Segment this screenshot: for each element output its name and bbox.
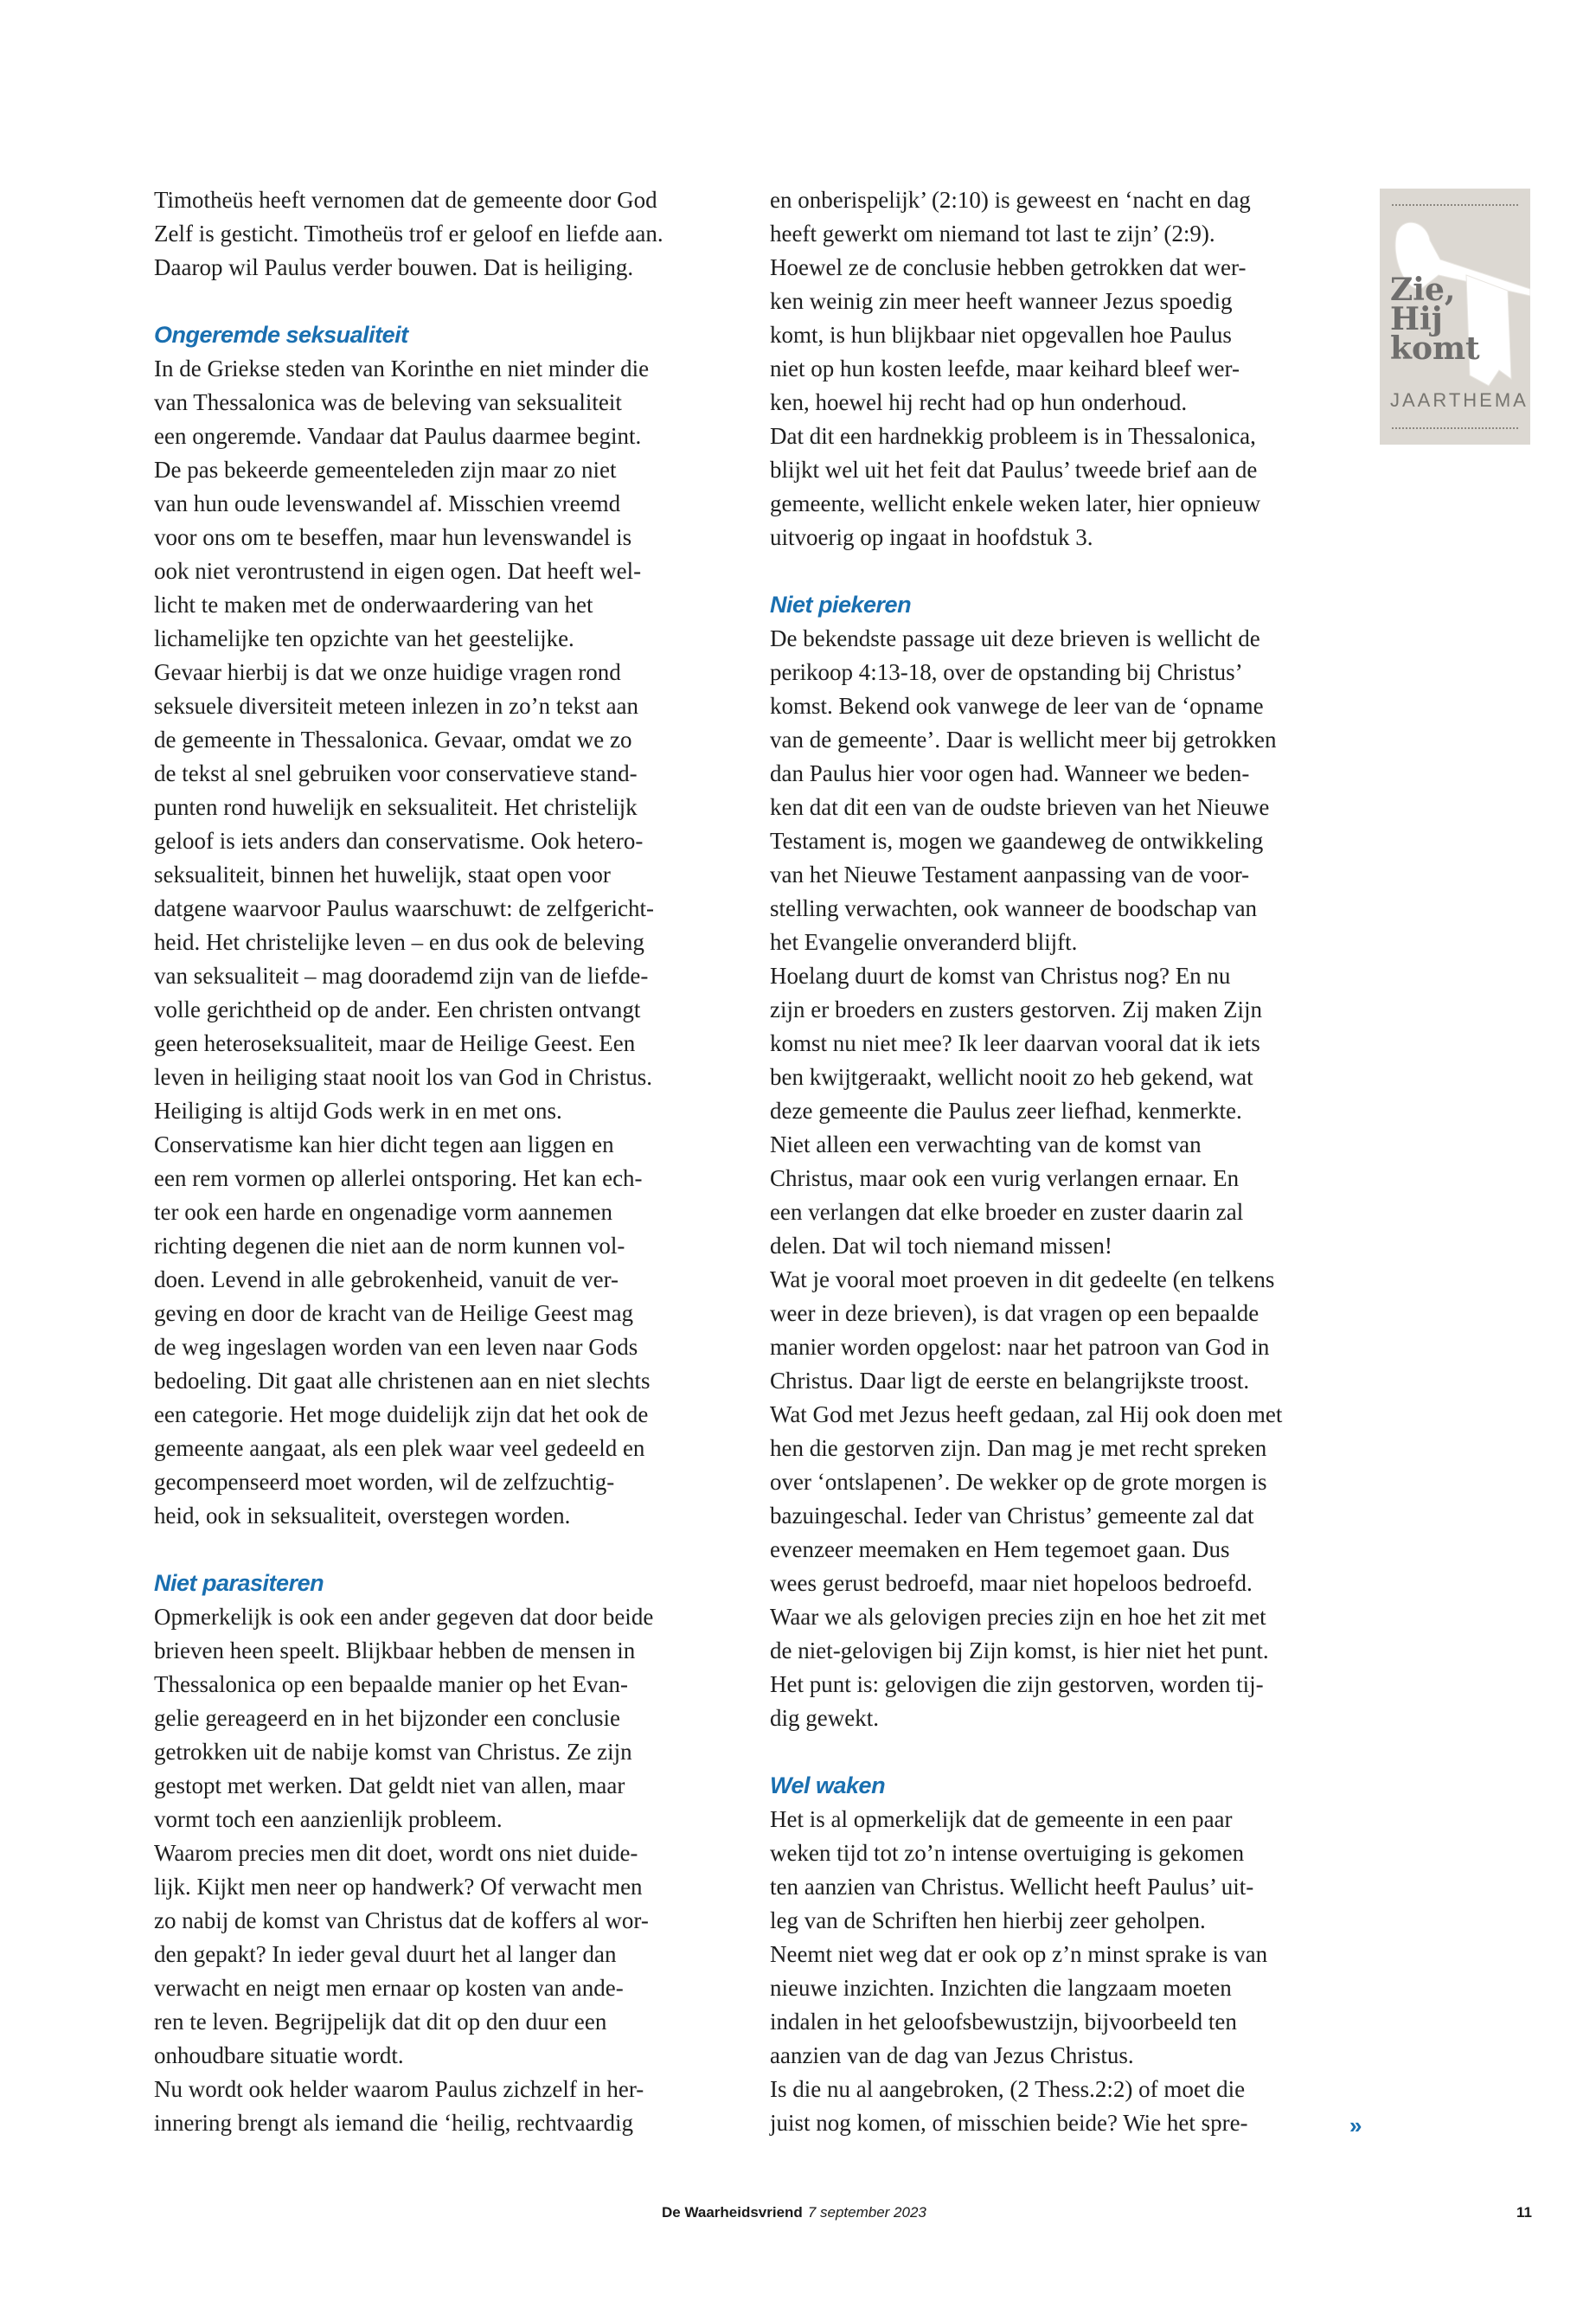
text-line: punten rond huwelijk en seksualiteit. Het christelijk <box>154 794 638 820</box>
text-line: weer in deze brieven), is dat vragen op een bepaalde <box>770 1300 1259 1326</box>
section-heading: Niet piekeren <box>770 592 912 618</box>
text-line: ben kwijtgeraakt, wellicht nooit zo heb gekend, wat <box>770 1064 1253 1090</box>
text-line: heid. Het christelijke leven – en dus ook de beleving <box>154 929 644 955</box>
text-line: wees gerust bedroefd, maar niet hopeloos bedroefd. <box>770 1570 1253 1596</box>
text-line: van hun oude levenswandel af. Misschien vreemd <box>154 490 621 516</box>
text-line: Is die nu al aangebroken, (2 Thess.2:2) of moet die <box>770 2076 1246 2102</box>
text-line: lijk. Kijkt men neer op handwerk? Of verwacht men <box>154 1874 643 1900</box>
text-line: De pas bekeerde gemeenteleden zijn maar zo niet <box>154 457 617 483</box>
text-line: gestopt met werken. Dat geldt niet van allen, maar <box>154 1772 625 1798</box>
section-body <box>154 1600 725 2140</box>
text-line: gecompenseerd moet worden, wil de zelfzuchtig- <box>154 1469 615 1495</box>
text-line: richting degenen die niet aan de norm kunnen vol- <box>154 1233 625 1259</box>
text-line: delen. Dat wil toch niemand missen! <box>770 1233 1112 1259</box>
text-line: juist nog komen, of misschien beide? Wie het spre- <box>770 2110 1248 2136</box>
text-line: brieven heen speelt. Blijkbaar hebben de mensen in <box>154 1638 636 1663</box>
text-line: Neemt niet weg dat er ook op z’n minst sprake is van <box>770 1941 1268 1967</box>
text-line: lichamelijke ten opzichte van het geestelijke. <box>154 625 574 651</box>
text-line: Wat je vooral moet proeven in dit gedeelte (en telkens <box>770 1266 1275 1292</box>
text-line: seksualiteit, binnen het huwelijk, staat open voor <box>154 862 611 888</box>
text-line: indalen in het geloofsbewustzijn, bijvoorbeeld ten <box>770 2009 1237 2035</box>
text-line: vormt toch een aanzienlijk probleem. <box>154 1806 503 1832</box>
intro-paragraph <box>154 183 725 285</box>
text-line: Niet alleen een verwachting van de komst van <box>770 1131 1202 1157</box>
text-line: Opmerkelijk is ook een ander gegeven dat door beide <box>154 1604 654 1630</box>
text-line: Waarom precies men dit doet, wordt ons niet duide- <box>154 1840 638 1866</box>
text-line: perikoop 4:13-18, over de opstanding bij Christus’ <box>770 659 1243 685</box>
text-line: Hoelang duurt de komst van Christus nog? En nu <box>770 963 1231 989</box>
text-line: Zelf is gesticht. Timotheüs trof er geloof en liefde aan. <box>154 221 663 247</box>
text-line: Testament is, mogen we gaandeweg de ontwikkeling <box>770 828 1264 854</box>
text-line: Thessalonica op een bepaalde manier op het Evan- <box>154 1671 629 1697</box>
text-line: Dat dit een hardnekkig probleem is in Thessalonica, <box>770 423 1256 449</box>
text-line: den gepakt? In ieder geval duurt het al langer dan <box>154 1941 617 1967</box>
text-line: een ongeremde. Vandaar dat Paulus daarmee begint. <box>154 423 642 449</box>
text-line: een categorie. Het moge duidelijk zijn dat het ook de <box>154 1401 649 1427</box>
text-line: zijn er broeders en zusters gestorven. Zij maken Zijn <box>770 997 1263 1022</box>
intro-paragraph <box>770 183 1349 554</box>
text-line: bedoeling. Dit gaat alle christenen aan en niet slechts <box>154 1368 651 1394</box>
text-line: nieuwe inzichten. Inzichten die langzaam moeten <box>770 1975 1232 2001</box>
publication-name: De Waarheidsvriend <box>662 2204 803 2221</box>
text-line: bazuingeschal. Ieder van Christus’ gemeente zal dat <box>770 1503 1254 1529</box>
text-line: van Thessalonica was de beleving van seksualiteit <box>154 389 622 415</box>
section-heading: Ongeremde seksualiteit <box>154 322 408 348</box>
text-line: Heiliging is altijd Gods werk in en met ons. <box>154 1098 562 1124</box>
text-line: een verlangen dat elke broeder en zuster daarin zal <box>770 1199 1244 1225</box>
text-line: volle gerichtheid op de ander. Een christen ontvangt <box>154 997 641 1022</box>
text-line: over ‘ontslapenen’. De wekker op de grote morgen is <box>770 1469 1267 1495</box>
issue-date: 7 september 2023 <box>807 2204 926 2221</box>
text-line: zo nabij de komst van Christus dat de koffers al wor- <box>154 1907 649 1933</box>
text-line: hen die gestorven zijn. Dan mag je met recht spreken <box>770 1435 1267 1461</box>
text-line: geving en door de kracht van de Heilige Geest mag <box>154 1300 634 1326</box>
text-line: van het Nieuwe Testament aanpassing van de voor- <box>770 862 1250 888</box>
article-column-right <box>770 183 1349 2140</box>
text-line: ren te leven. Begrijpelijk dat dit op den duur een <box>154 2009 607 2035</box>
text-line: de tekst al snel gebruiken voor conservatieve stand- <box>154 760 638 786</box>
text-line: het Evangelie onveranderd blijft. <box>770 929 1078 955</box>
text-line: Wat God met Jezus heeft gedaan, zal Hij ook doen met <box>770 1401 1283 1427</box>
text-line: niet op hun kosten leefde, maar keihard bleef wer- <box>770 356 1240 381</box>
text-line: deze gemeente die Paulus zeer liefhad, kenmerkte. <box>770 1098 1242 1124</box>
text-line: de weg ingeslagen worden van een leven naar Gods <box>154 1334 638 1360</box>
text-line: Het punt is: gelovigen die zijn gestorven, worden tij- <box>770 1671 1264 1697</box>
text-line: ken, hoewel hij recht had op hun onderhoud. <box>770 389 1188 415</box>
text-line: dig gewekt. <box>770 1705 879 1731</box>
text-line: evenzeer meemaken en Hem tegemoet gaan. Dus <box>770 1536 1230 1562</box>
text-line: ter ook een harde en ongenadige vorm aannemen <box>154 1199 613 1225</box>
text-line: innering brengt als iemand die ‘heilig, rechtvaardig <box>154 2110 634 2136</box>
text-line: uitvoerig op ingaat in hoofdstuk 3. <box>770 524 1093 550</box>
text-line: van seksualiteit – mag doorademd zijn van de liefde- <box>154 963 649 989</box>
text-line: leg van de Schriften hen hierbij zeer geholpen. <box>770 1907 1206 1933</box>
text-line: van de gemeente’. Daar is wellicht meer bij getrokken <box>770 727 1277 753</box>
text-line: leven in heiliging staat nooit los van God in Christus. <box>154 1064 652 1090</box>
section-body <box>770 622 1349 1735</box>
text-line: seksuele diversiteit meteen inlezen in zo’n tekst aan <box>154 693 639 719</box>
text-line: een rem vormen op allerlei ontsporing. Het kan ech- <box>154 1165 643 1191</box>
text-line: de gemeente in Thessalonica. Gevaar, omdat we zo <box>154 727 632 753</box>
page-number: 11 <box>1516 2204 1532 2221</box>
text-line: komst nu niet mee? Ik leer daarvan vooral dat ik iets <box>770 1030 1260 1056</box>
text-line: Waar we als gelovigen precies zijn en hoe het zit met <box>770 1604 1266 1630</box>
article-column-left <box>154 183 725 2140</box>
section-body <box>154 352 725 1533</box>
text-line: stelling verwachten, ook wanneer de boodschap van <box>770 895 1258 921</box>
text-line: voor ons om te beseffen, maar hun levenswandel is <box>154 524 632 550</box>
dotted-divider <box>1392 427 1518 429</box>
text-line: komt, is hun blijkbaar niet opgevallen hoe Paulus <box>770 322 1232 348</box>
theme-title: Zie, Hij komt <box>1390 272 1480 367</box>
text-line: de niet-gelovigen bij Zijn komst, is hier niet het punt. <box>770 1638 1269 1663</box>
section-heading: Wel waken <box>770 1772 886 1798</box>
text-line: licht te maken met de onderwaardering van het <box>154 592 593 618</box>
text-line: Christus. Daar ligt de eerste en belangrijkste troost. <box>770 1368 1250 1394</box>
text-line: doen. Levend in alle gebrokenheid, vanuit de ver- <box>154 1266 619 1292</box>
text-line: gemeente, wellicht enkele weken later, hier opnieuw <box>770 490 1261 516</box>
text-line: ken dat dit een van de oudste brieven van het Nieuwe <box>770 794 1270 820</box>
section-heading: Niet parasiteren <box>154 1570 324 1596</box>
text-line: Christus, maar ook een vurig verlangen ernaar. En <box>770 1165 1240 1191</box>
text-line: gemeente aangaat, als een plek waar veel gedeeld en <box>154 1435 645 1461</box>
text-line: heid, ook in seksualiteit, overstegen worden. <box>154 1503 571 1529</box>
text-line: datgene waarvoor Paulus waarschuwt: de zelfgericht- <box>154 895 655 921</box>
text-line: Het is al opmerkelijk dat de gemeente in een paar <box>770 1806 1233 1832</box>
continue-arrow-icon: » <box>1349 2112 1362 2138</box>
text-line: Conservatisme kan hier dicht tegen aan liggen en <box>154 1131 614 1157</box>
text-line: ken weinig zin meer heeft wanneer Jezus spoedig <box>770 288 1233 314</box>
text-line: en onberispelijk’ (2:10) is geweest en ‘nacht en dag <box>770 187 1251 213</box>
text-line: aanzien van de dag van Jezus Christus. <box>770 2042 1134 2068</box>
text-line: Timotheüs heeft vernomen dat de gemeente door God <box>154 187 657 213</box>
text-line: manier worden opgelost: naar het patroon van God in <box>770 1334 1270 1360</box>
text-line: blijkt wel uit het feit dat Paulus’ tweede brief aan de <box>770 457 1258 483</box>
text-line: weken tijd tot zo’n intense overtuiging is gekomen <box>770 1840 1245 1866</box>
text-line: verwacht en neigt men ernaar op kosten van ande- <box>154 1975 624 2001</box>
text-line: Gevaar hierbij is dat we onze huidige vragen rond <box>154 659 621 685</box>
text-line: In de Griekse steden van Korinthe en niet minder die <box>154 356 650 381</box>
section-body <box>770 1803 1349 2140</box>
text-line: gelie gereageerd en in het bijzonder een conclusie <box>154 1705 620 1731</box>
text-line: De bekendste passage uit deze brieven is wellicht de <box>770 625 1260 651</box>
text-line: dan Paulus hier voor ogen had. Wanneer we beden- <box>770 760 1250 786</box>
text-line: heeft gewerkt om niemand tot last te zijn’ (2:9). <box>770 221 1215 247</box>
text-line: Hoewel ze de conclusie hebben getrokken dat wer- <box>770 254 1247 280</box>
text-line: geen heteroseksualiteit, maar de Heilige Geest. Een <box>154 1030 636 1056</box>
text-line: ook niet verontrustend in eigen ogen. Dat heeft wel- <box>154 558 642 584</box>
text-line: Daarop wil Paulus verder bouwen. Dat is heiliging. <box>154 254 634 280</box>
text-line: ten aanzien van Christus. Wellicht heeft Paulus’ uit- <box>770 1874 1254 1900</box>
text-line: getrokken uit de nabije komst van Christus. Ze zijn <box>154 1739 632 1765</box>
text-line: komst. Bekend ook vanwege de leer van de ‘opname <box>770 693 1264 719</box>
theme-subtitle: JAARTHEMA <box>1390 389 1529 411</box>
text-line: Nu wordt ook helder waarom Paulus zichzelf in her- <box>154 2076 644 2102</box>
text-line: geloof is iets anders dan conservatisme. Ook hetero- <box>154 828 644 854</box>
text-line: onhoudbare situatie wordt. <box>154 2042 404 2068</box>
year-theme-badge <box>1380 189 1530 445</box>
